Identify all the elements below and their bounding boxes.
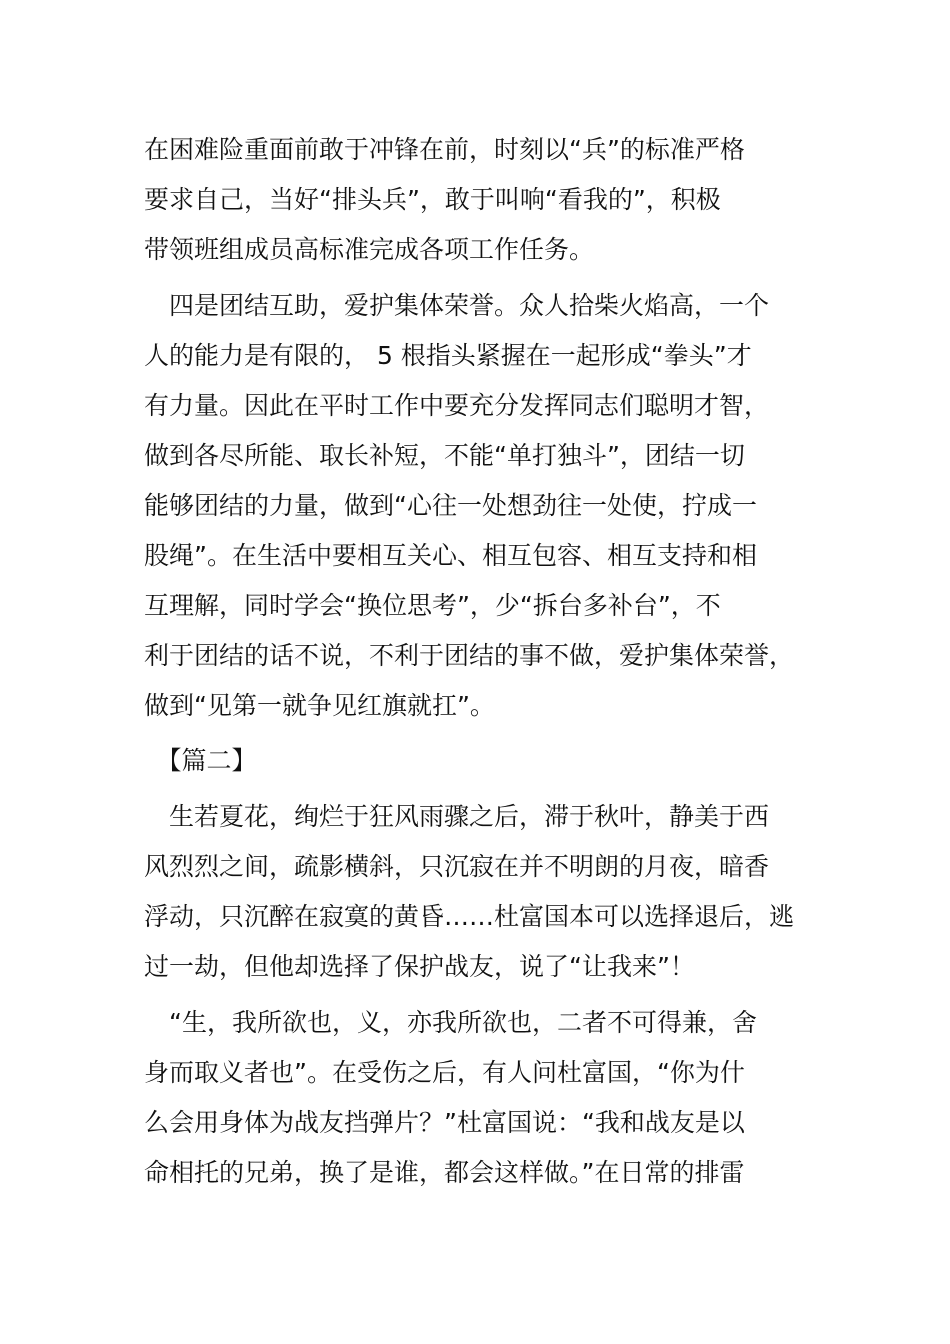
paragraph-line: 有力量。因此在平时工作中要充分发挥同志们聪明才智，: [144, 391, 770, 420]
paragraph-line: 能够团结的力量，做到“心往一处想劲往一处使，拧成一: [144, 491, 757, 520]
paragraph-line: 风烈烈之间，疏影横斜，只沉寂在并不明朗的月夜，暗香: [144, 852, 770, 881]
paragraph-line: 命相托的兄弟，换了是谁，都会这样做。”在日常的排雷: [144, 1158, 745, 1187]
paragraph-line: 身而取义者也”。在受伤之后，有人问杜富国，“你为什: [144, 1058, 745, 1087]
paragraph-line: 四是团结互助，爱护集体荣誉。众人拾柴火焰高，一个: [144, 291, 770, 320]
paragraph-line: 带领班组成员高标准完成各项工作任务。: [144, 235, 595, 264]
paragraph-line: 么会用身体为战友挡弹片？”杜富国说：“我和战友是以: [144, 1108, 745, 1137]
paragraph-line: “生，我所欲也，义，亦我所欲也，二者不可得兼，舍: [144, 1008, 757, 1037]
paragraph-line: 要求自己，当好“排头兵”，敢于叫响“看我的”，积极: [144, 185, 721, 214]
paragraph-line: 生若夏花，绚烂于狂风雨骤之后，滞于秋叶，静美于西: [144, 802, 770, 831]
paragraph-line: 利于团结的话不说，不利于团结的事不做，爱护集体荣誉，: [144, 641, 795, 670]
paragraph-line: 过一劫，但他却选择了保护战友，说了“让我来”！: [144, 952, 695, 981]
body-text: [144, 0, 804, 1344]
paragraph-line: 股绳”。在生活中要相互关心、相互包容、相互支持和相: [144, 541, 757, 570]
paragraph-line: 互理解，同时学会“换位思考”，少“拆台多补台”，不: [144, 591, 721, 620]
section-heading: 【篇二】: [144, 746, 257, 775]
paragraph-line: 浮动，只沉醉在寂寞的黄昏……杜富国本可以选择退后，逃: [144, 902, 795, 931]
paragraph-line: 人的能力是有限的， 5 根指头紧握在一起形成“拳头”才: [144, 341, 752, 370]
paragraph-line: 做到“见第一就争见红旗就扛”。: [144, 691, 495, 720]
paragraph-line: 做到各尽所能、取长补短，不能“单打独斗”，团结一切: [144, 441, 745, 470]
paragraph-line: 在困难险重面前敢于冲锋在前，时刻以“兵”的标准严格: [144, 135, 745, 164]
